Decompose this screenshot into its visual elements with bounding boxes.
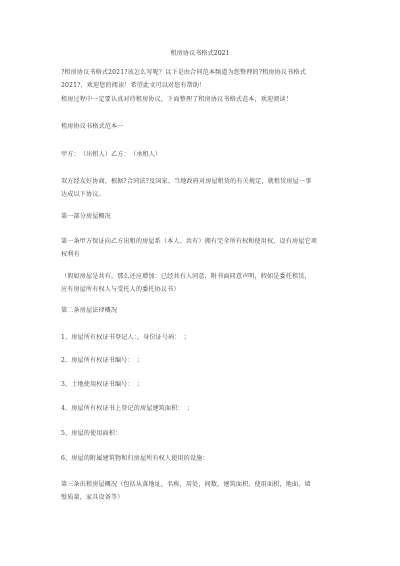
item-1: 1、房屋所有权证书登记人：，身份证号码： ； (61, 334, 191, 341)
intro-line-1: ?租房协议书格式2021?该怎么写呢？以下是由合同范本频道为您整理的?租房协议书格式 (61, 69, 306, 76)
sample-heading: 租房协议书格式范本一 (61, 123, 124, 130)
note-line-2: 应有房屋所有权人与受托人的委托协议书） (61, 286, 180, 293)
article1-line-2: 权利有 (61, 251, 80, 258)
article3-line-1: 第三条出租房屋概况（包括从落地址，名称，用处，间数，建筑面积，使用面积，地面，墙 (61, 481, 311, 488)
article1-line-1: 第一条甲方保证向乙方出租的房屋系（本人、共有）拥有完全所有权和使用权，设有房屋它项 (61, 238, 317, 245)
item-6: 6、房屋的附属建筑物和归房屋所有权人使用的设施： (61, 455, 209, 462)
item-2: 2、房屋所有权证书编号： ； (61, 357, 144, 364)
preamble-line-1: 双方经友好协商，根据?合同法?及国家、当地政府对房屋租赁的有关规定，就租赁房屋一事 (61, 178, 312, 185)
intro-line-3: 租房过程中一定要认真对待租房协议，下面整理了租房协议书格式范本，欢迎阅读！ (61, 96, 293, 103)
article3-line-2: 壁质量，家具设备等） (61, 494, 124, 501)
note-line-1: （假如房屋是共有，那么还应增加：已经共有人同意，附书面同意声明，假如是委托租赁， (61, 273, 311, 280)
item-3: 3、土地使用权证书编号： ； (61, 381, 144, 388)
part1-heading: 第一部分房屋概况 (61, 213, 111, 220)
item-4: 4、房屋所有权证书上登记的房屋建筑面积： ； (61, 405, 194, 412)
preamble-line-2: 达成以下协议。 (61, 191, 105, 198)
intro-line-2: 2021?，欢迎您的阅读！希望此文可以对您有帮助！ (61, 82, 206, 89)
article2-heading: 第二条房屋法律概况 (61, 307, 118, 314)
document-title: 租房协议书格式2021 (170, 50, 230, 57)
parties-line: 甲方： （出租人）乙方： （承租人） (61, 151, 162, 158)
item-5: 5、房屋的使用面积： (61, 430, 122, 437)
